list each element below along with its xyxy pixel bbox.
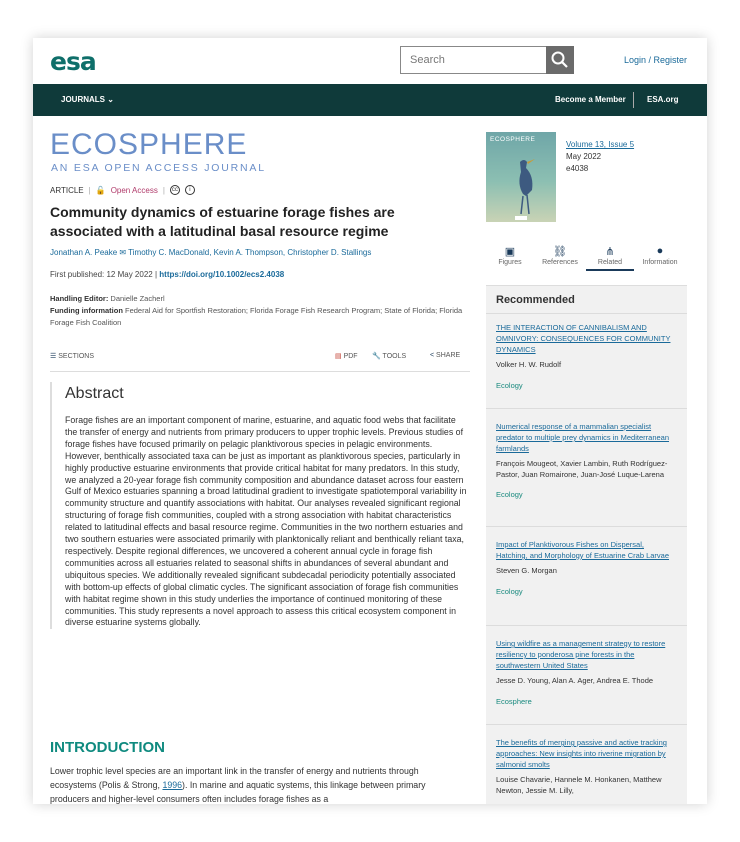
tab-label: Related	[597, 259, 623, 266]
journal-cover-image[interactable]	[486, 132, 556, 222]
recommended-authors: Volker H. W. Rudolf	[496, 360, 562, 369]
recommended-journal[interactable]: Ecosphere	[496, 696, 532, 706]
lock-open-icon: 🔓	[95, 185, 106, 195]
abstract-text: Forage fishes are an important component of marine, estuarine, and aquatic food webs that facilitate the transfer of energy and nutrients from primary producers to upper trophic levels. Previous studies of forage fishes have focused primarily on pelagic planktivorous species in pelagic environments. However, benthically associated taxa can be just as important as planktivorous species, particularly in highly productive estuarine environments that provide critical habitat for many predators. In this study, we analyzed a 20-year forage fish community composition and abundance dataset across four eastern Gulf of Mexico estuaries spanning a broad latitudinal gradient to investigate spatiotemporal variability in community structure and quantify associations with habitat. Our analyses revealed significant regional structuring of forage fish communities, coupled with a strong association with habitat characteristics related to latitudinal effects and basal resource regime. Communities in the two northern estuaries and two southern estuaries were associated primarily with planktonically reliant and benthically reliant taxa, respectively. Despite regional differences, we uncovered a coherent annual cycle in forage fish communities across all estuaries related to seasonal shifts in abundances of several abundant and ubiquitous species. We additionally revealed significant subdecadal periodicity potentially associated with bottom-up effects of global climatic cycles. The significant association of forage fish communities with habitat regime shown in this study underlies the importance of continued monitoring of these communities. This study represents a novel approach to assess this critical ecosystem component in diverse estuarine systems globally.	[65, 415, 467, 628]
doi-link[interactable]: https://doi.org/10.1002/ecs2.4038	[159, 270, 285, 279]
volume-issue-link[interactable]: Volume 13, Issue 5	[566, 140, 635, 149]
info-icon: ●	[656, 245, 664, 257]
main-nav	[33, 84, 707, 116]
recommended-journal[interactable]: Ecology	[496, 490, 523, 499]
list-icon: ☰	[50, 353, 57, 360]
link-icon: ⛓	[553, 246, 567, 258]
recommended-authors: François Mougeot, Xavier Lambin, Ruth Rodríguez-Pastor, Juan Romairone, Juan-José Luque-Larena	[496, 459, 668, 479]
citation-link[interactable]: 1996	[162, 780, 183, 790]
recommended-journal[interactable]: Ecology	[496, 380, 523, 390]
list-item	[486, 526, 687, 596]
become-member-link[interactable]: Become a Member	[555, 95, 626, 104]
article-title: Community dynamics of estuarine forage fishes are associated with a latitudinal basal resource regime	[50, 204, 395, 239]
search-icon	[546, 46, 574, 74]
recommended-link[interactable]: The benefits of merging passive and active tracking approaches: New insights into riverine migration by salmonid smolts	[496, 738, 667, 769]
esa-org-link[interactable]: ESA.org	[647, 95, 679, 104]
introduction-text	[50, 764, 460, 804]
side-tabs	[486, 245, 686, 285]
sections-menu[interactable]: ☰ SECTIONS	[50, 353, 95, 360]
divider: |	[88, 185, 91, 195]
divider: |	[162, 185, 165, 195]
intro-text-part: Lower trophic level species are an important link in the transfer of energy and nutrients through ecosystems (Polis & Strong,	[50, 766, 419, 790]
recommended-link[interactable]: THE INTERACTION OF CANNIBALISM AND OMNIVORY: CONSEQUENCES FOR COMMUNITY DYNAMICS	[496, 323, 671, 354]
journal-title[interactable]: ECOSPHERE	[50, 128, 248, 161]
esa-logo[interactable]: esa	[50, 47, 96, 76]
article-type: ARTICLE	[50, 185, 84, 195]
divider-line	[50, 371, 470, 372]
pdf-button[interactable]: ▤ PDF	[335, 353, 358, 360]
pdf-icon: ▤	[335, 353, 342, 360]
login-register-link[interactable]: Login / Register	[623, 55, 687, 65]
first-published: First published: 12 May 2022	[50, 270, 153, 279]
open-access-badge: Open Access	[110, 185, 158, 195]
recommended-heading: Recommended	[496, 294, 575, 306]
tab-label: Figures	[498, 259, 522, 266]
recommended-link[interactable]: Numerical response of a mammalian specialist predator to multiple prey dynamics in Mediterranean farmlands	[496, 422, 670, 453]
search-input[interactable]	[401, 47, 541, 73]
search-button[interactable]	[546, 46, 574, 74]
journal-subtitle: AN ESA OPEN ACCESS JOURNAL	[51, 162, 266, 174]
tools-button[interactable]: 🔧 TOOLS	[372, 353, 407, 360]
article-page	[33, 38, 707, 804]
tab-information[interactable]	[636, 245, 684, 266]
by-icon[interactable]: i	[185, 185, 195, 195]
cover-title: ECOSPHERE	[490, 136, 536, 143]
list-item	[486, 313, 687, 390]
recommended-authors: Steven G. Morgan	[496, 566, 557, 575]
list-item	[486, 625, 687, 706]
tab-references[interactable]	[536, 245, 584, 266]
intro-text-part: ). In marine and aquatic systems, this linkage between primary producers and higher-level consumers often includes forage fishes as a	[50, 780, 426, 804]
abstract-heading: Abstract	[65, 385, 124, 402]
article-number: e4038	[566, 164, 589, 173]
tab-related[interactable]	[586, 245, 634, 271]
site-header	[33, 38, 707, 84]
recommended-link[interactable]: Using wildfire as a management strategy to restore resiliency to ponderosa pine forests in the southwestern United States	[496, 639, 666, 670]
handling-info	[50, 293, 470, 329]
publication-info	[50, 270, 284, 279]
tab-figures[interactable]	[486, 245, 534, 266]
list-item	[486, 724, 687, 796]
recommended-link[interactable]: Impact of Planktivorous Fishes on Dispersal, Hatching, and Morphology of Estuarine Crab Larvae	[496, 540, 670, 560]
nav-divider	[633, 92, 634, 108]
cc-icon[interactable]: cc	[171, 187, 178, 193]
tab-label: Information	[642, 259, 678, 266]
recommended-journal[interactable]: Ecology	[496, 586, 523, 596]
recommended-authors: Jesse D. Young, Alan A. Ager, Andrea E. Thode	[496, 676, 654, 685]
figures-icon: ▣	[504, 246, 516, 258]
recommended-authors: Louise Chavarie, Hannele M. Honkanen, Matthew Newton, Jessie M. Lilly,	[496, 775, 662, 795]
share-button[interactable]: < SHARE	[430, 352, 461, 359]
journals-menu[interactable]: JOURNALS ⌄	[61, 95, 114, 104]
heron-image	[486, 132, 556, 222]
funding-label: Funding information	[50, 306, 123, 315]
wrench-icon: 🔧	[372, 353, 381, 360]
tab-label: References	[542, 259, 578, 266]
recommended-panel	[486, 285, 687, 804]
article-toolbar	[50, 350, 470, 366]
article-meta	[50, 185, 195, 195]
handling-editor-label: Handling Editor:	[50, 294, 109, 303]
funding-info: Federal Aid for Sportfish Restoration; Florida Forage Fish Research Program; State of Florida; Florida Forage Fish Coalition	[50, 306, 463, 327]
issue-date: May 2022	[566, 152, 602, 161]
issue-info	[566, 139, 634, 175]
divider: |	[154, 270, 160, 279]
author-list[interactable]: Jonathan A. Peake ✉ Timothy C. MacDonald, Kevin A. Thompson, Christopher D. Stallings	[50, 248, 372, 257]
handling-editor: Danielle Zacherl	[110, 294, 165, 303]
share-icon: <	[430, 352, 435, 359]
introduction-heading: INTRODUCTION	[50, 739, 165, 756]
related-icon: ⋔	[605, 246, 615, 258]
list-item	[486, 408, 687, 499]
abstract-section	[50, 382, 470, 629]
